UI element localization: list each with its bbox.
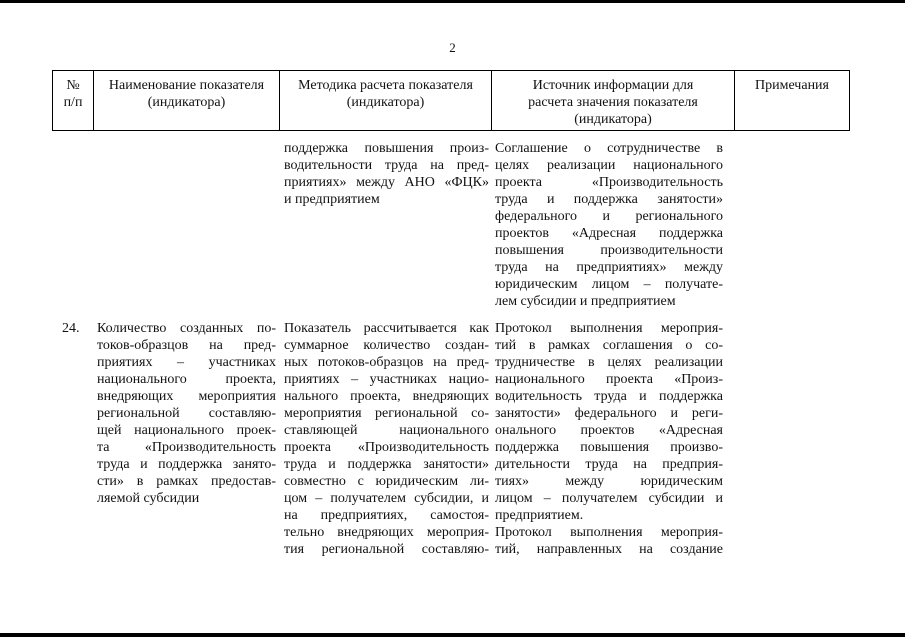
text-line: внедряющих мероприятия bbox=[97, 389, 276, 404]
text-line: токов-образцов на пред- bbox=[97, 338, 276, 353]
text-line: водительность труда и поддержка bbox=[495, 389, 723, 404]
header-text: (индикатора) bbox=[346, 95, 425, 110]
text-line: дительности труда на предприя- bbox=[495, 457, 723, 472]
text-line: федерального и регионального bbox=[495, 209, 723, 224]
text-line: тия региональной составляю- bbox=[284, 542, 489, 557]
text-line: совместно с юридическим ли- bbox=[284, 474, 489, 489]
text-line: ных потоков-образцов на пред- bbox=[284, 355, 489, 370]
text-line: щей национального проек- bbox=[97, 423, 276, 438]
header-text: Примечания bbox=[754, 78, 829, 93]
text-line: сти» в рамках предостав- bbox=[97, 474, 276, 489]
text-line: национального проекта, bbox=[97, 372, 276, 387]
text-line: водительности труда на пред- bbox=[284, 158, 489, 173]
text-line: труда и поддержка занято- bbox=[97, 457, 276, 472]
row-continued-method bbox=[284, 140, 489, 208]
row-24-indicator-name bbox=[97, 320, 276, 507]
text-line: ляемой субсидии bbox=[97, 491, 200, 506]
row-24-source bbox=[495, 320, 723, 558]
text-line: юридическим лицом – получате- bbox=[495, 277, 723, 292]
header-info-source bbox=[492, 71, 735, 131]
text-line: тиях» между юридическим bbox=[495, 474, 723, 489]
header-text: Методика расчета показателя bbox=[298, 78, 473, 93]
text-line: Соглашение о сотрудничестве в bbox=[495, 141, 723, 156]
top-border-bar bbox=[0, 0, 905, 3]
header-text: (индикатора) bbox=[147, 95, 226, 110]
text-line: тельно внедряющих мероприя- bbox=[284, 525, 489, 540]
text-line: поддержка повышения произ- bbox=[284, 141, 489, 156]
row-24-number bbox=[62, 320, 92, 337]
text-line: занятости» федерального и реги- bbox=[495, 406, 723, 421]
header-text: п/п bbox=[63, 95, 83, 110]
text-line: цом – получателем субсидии, и bbox=[284, 491, 489, 506]
text-line: Протокол выполнения мероприя- bbox=[495, 321, 723, 336]
text-line: проекта «Производительность bbox=[284, 440, 489, 455]
text-line: ставляющей национального bbox=[284, 423, 489, 438]
header-number bbox=[53, 71, 94, 131]
header-text: Источник информации для bbox=[532, 78, 694, 93]
text-line: проекта «Производительность bbox=[495, 175, 723, 190]
text-line: приятиях – участниках нацио- bbox=[284, 372, 489, 387]
text-line: проектов «Адресная поддержка bbox=[495, 226, 723, 241]
text-line: нального проекта, внедряющих bbox=[284, 389, 489, 404]
text-line: Протокол выполнения мероприя- bbox=[495, 525, 723, 540]
row-24-method bbox=[284, 320, 489, 558]
header-notes bbox=[735, 71, 850, 131]
text-line: тий, направленных на создание bbox=[495, 542, 723, 557]
text-line: трудничестве в целях реализации bbox=[495, 355, 723, 370]
header-text: расчета значения показателя bbox=[528, 95, 698, 110]
header-calculation-method bbox=[280, 71, 492, 131]
header-indicator-name bbox=[94, 71, 280, 131]
text-line: целях реализации национального bbox=[495, 158, 723, 173]
text-line: мероприятия региональной со- bbox=[284, 406, 489, 421]
text-line: предприятием. bbox=[495, 508, 584, 523]
header-text: № bbox=[66, 78, 80, 93]
text-line: лем субсидии и предприятием bbox=[495, 294, 676, 309]
text-line: приятиях» между АНО «ФЦК» bbox=[284, 175, 489, 190]
text-line: та «Производительность bbox=[97, 440, 276, 455]
header-text: (индикатора) bbox=[574, 112, 652, 127]
text-line: Количество созданных по- bbox=[97, 321, 276, 336]
row-continued-source bbox=[495, 140, 723, 310]
text-line: приятиях – участниках bbox=[97, 355, 276, 370]
row-number: 24. bbox=[62, 321, 80, 336]
text-line: лицом – получателем субсидии и bbox=[495, 491, 723, 506]
text-line: Показатель рассчитывается как bbox=[284, 321, 489, 336]
text-line: региональной составляю- bbox=[97, 406, 276, 421]
text-line: суммарное количество создан- bbox=[284, 338, 489, 353]
text-line: повышения производительности bbox=[495, 243, 723, 258]
page-number: 2 bbox=[449, 40, 456, 55]
text-line: онального проектов «Адресная bbox=[495, 423, 723, 438]
text-line: труда на предприятиях» между bbox=[495, 260, 723, 275]
text-line: труда и поддержка занятости» bbox=[284, 457, 489, 472]
text-line: тий в рамках соглашения о со- bbox=[495, 338, 723, 353]
text-line: национального проекта «Произ- bbox=[495, 372, 723, 387]
text-line: на предприятиях, самостоя- bbox=[284, 508, 489, 523]
text-line: и предприятием bbox=[284, 192, 380, 207]
bottom-border-bar bbox=[0, 633, 905, 637]
header-text: Наименование показателя bbox=[108, 78, 265, 93]
table-header bbox=[52, 70, 850, 131]
text-line: поддержка повышения произво- bbox=[495, 440, 723, 455]
text-line: труда и поддержка занятости» bbox=[495, 192, 723, 207]
